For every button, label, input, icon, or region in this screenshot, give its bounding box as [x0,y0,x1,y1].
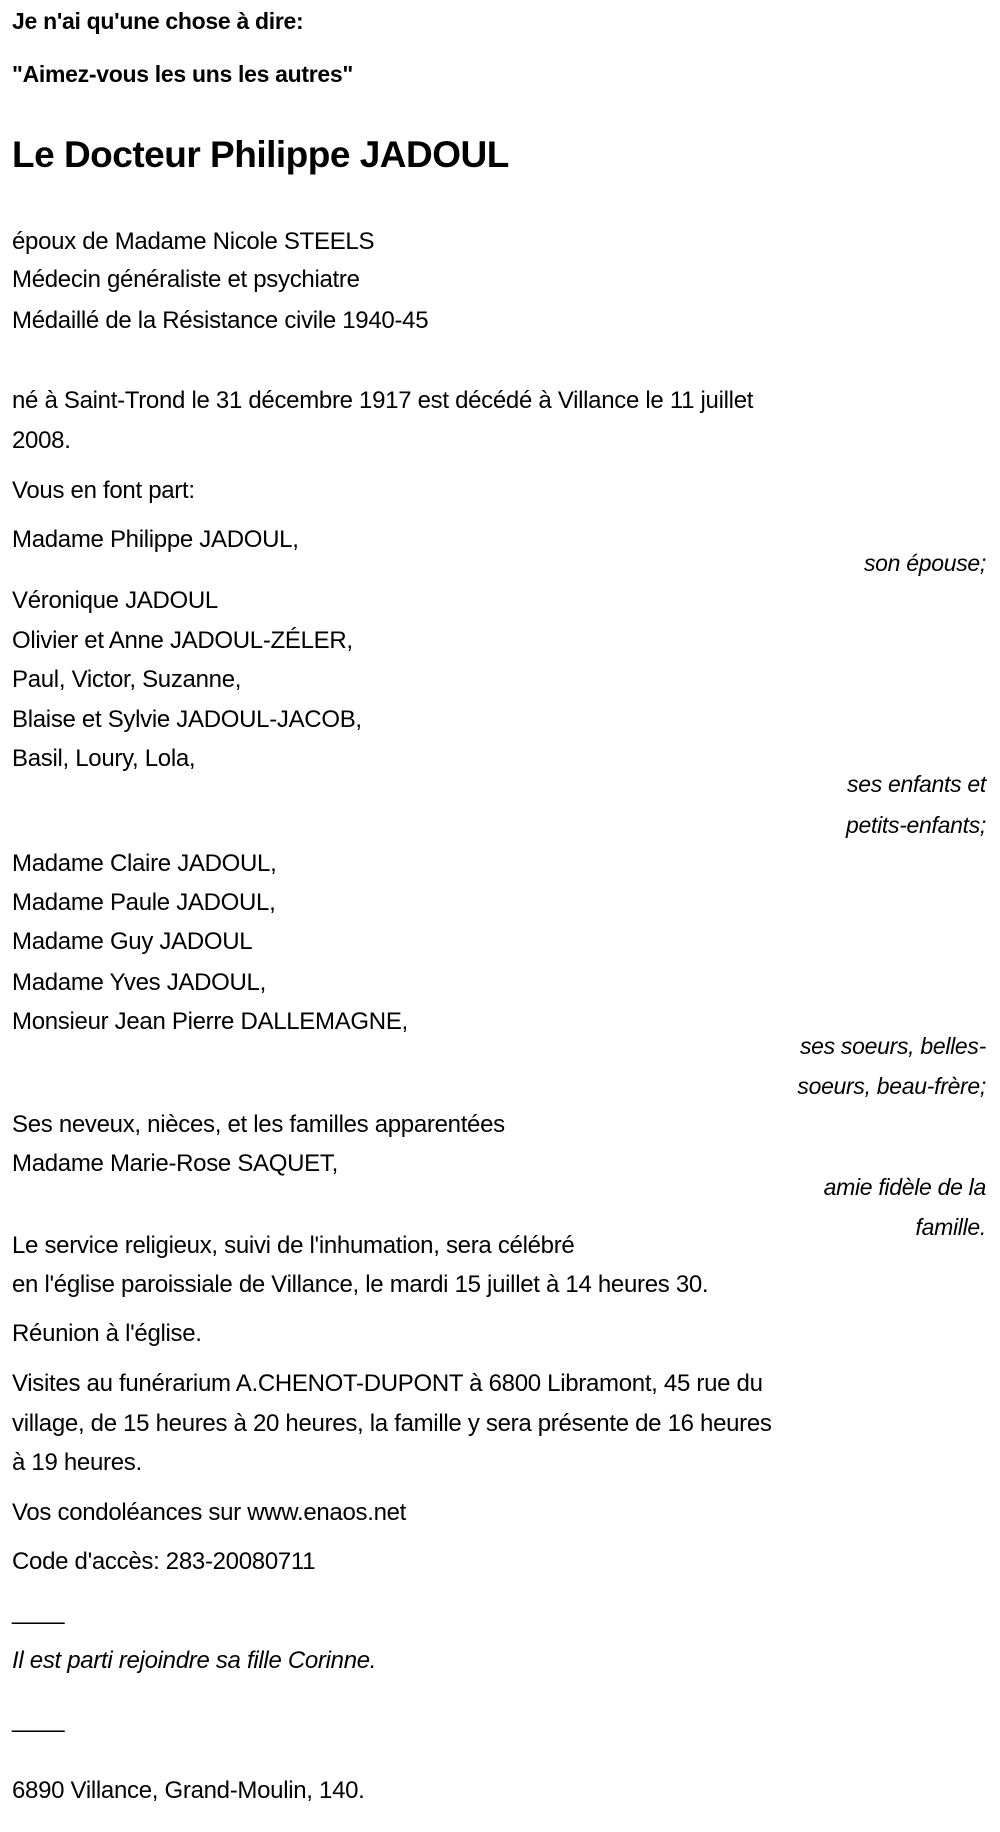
service-line-2: en l'église paroissiale de Villance, le mardi 15 juillet à 14 heures 30. [12,1271,709,1298]
siblings-relation-line-2: soeurs, beau-frère; [797,1073,986,1099]
epigraph-line-2: "Aimez-vous les uns les autres" [12,61,354,87]
child-name: Véronique JADOUL [12,587,218,614]
visits-line-2: village, de 15 heures à 20 heures, la famille y sera présente de 16 heures [12,1410,772,1437]
intro-medal: Médaillé de la Résistance civile 1940-45 [12,307,429,334]
sibling-name: Madame Yves JADOUL, [12,969,266,996]
separator: ____ [12,1598,65,1625]
visits-line-1: Visites au funérarium A.CHENOT-DUPONT à 6800 Libramont, 45 rue du [12,1370,763,1397]
birth-death-line-2: 2008. [12,427,71,454]
others-line: Madame Marie-Rose SAQUET, [12,1150,338,1177]
sibling-name: Madame Guy JADOUL [12,928,253,955]
child-name: Paul, Victor, Suzanne, [12,666,242,693]
sibling-name: Madame Claire JADOUL, [12,850,277,877]
birth-death-line-1: né à Saint-Trond le 31 décembre 1917 est décédé à Villance le 11 juillet [12,387,754,414]
page-title: Le Docteur Philippe JADOUL [12,134,509,175]
child-name: Blaise et Sylvie JADOUL-JACOB, [12,706,362,733]
intro-spouse: époux de Madame Nicole STEELS [12,228,375,255]
visits-line-3: à 19 heures. [12,1449,142,1476]
service-line-1: Le service religieux, suivi de l'inhumation, sera célébré [12,1232,575,1259]
others-relation-line-1: amie fidèle de la [823,1174,986,1200]
siblings-relation-line-1: ses soeurs, belles- [799,1033,986,1059]
child-name: Olivier et Anne JADOUL-ZÉLER, [12,627,353,654]
sibling-name: Monsieur Jean Pierre DALLEMAGNE, [12,1008,408,1035]
others-line: Ses neveux, nièces, et les familles apparentées [12,1111,505,1138]
spouse-name: Madame Philippe JADOUL, [12,526,299,553]
children-relation-line-2: petits-enfants; [846,812,986,838]
separator: ____ [12,1706,65,1733]
intro-profession: Médecin généraliste et psychiatre [12,266,360,293]
others-relation-line-2: famille. [915,1214,986,1240]
sibling-name: Madame Paule JADOUL, [12,889,276,916]
address: 6890 Villance, Grand-Moulin, 140. [12,1777,365,1804]
access-code: Code d'accès: 283-20080711 [12,1548,316,1575]
child-name: Basil, Loury, Lola, [12,745,196,772]
children-relation-line-1: ses enfants et [847,771,986,797]
epigraph-line-1: Je n'ai qu'une chose à dire: [12,8,304,34]
spouse-relation: son épouse; [863,550,986,576]
announce: Vous en font part: [12,477,195,504]
quote: Il est parti rejoindre sa fille Corinne. [12,1647,377,1674]
condolences: Vos condoléances sur www.enaos.net [12,1499,407,1526]
reunion: Réunion à l'église. [12,1320,202,1347]
